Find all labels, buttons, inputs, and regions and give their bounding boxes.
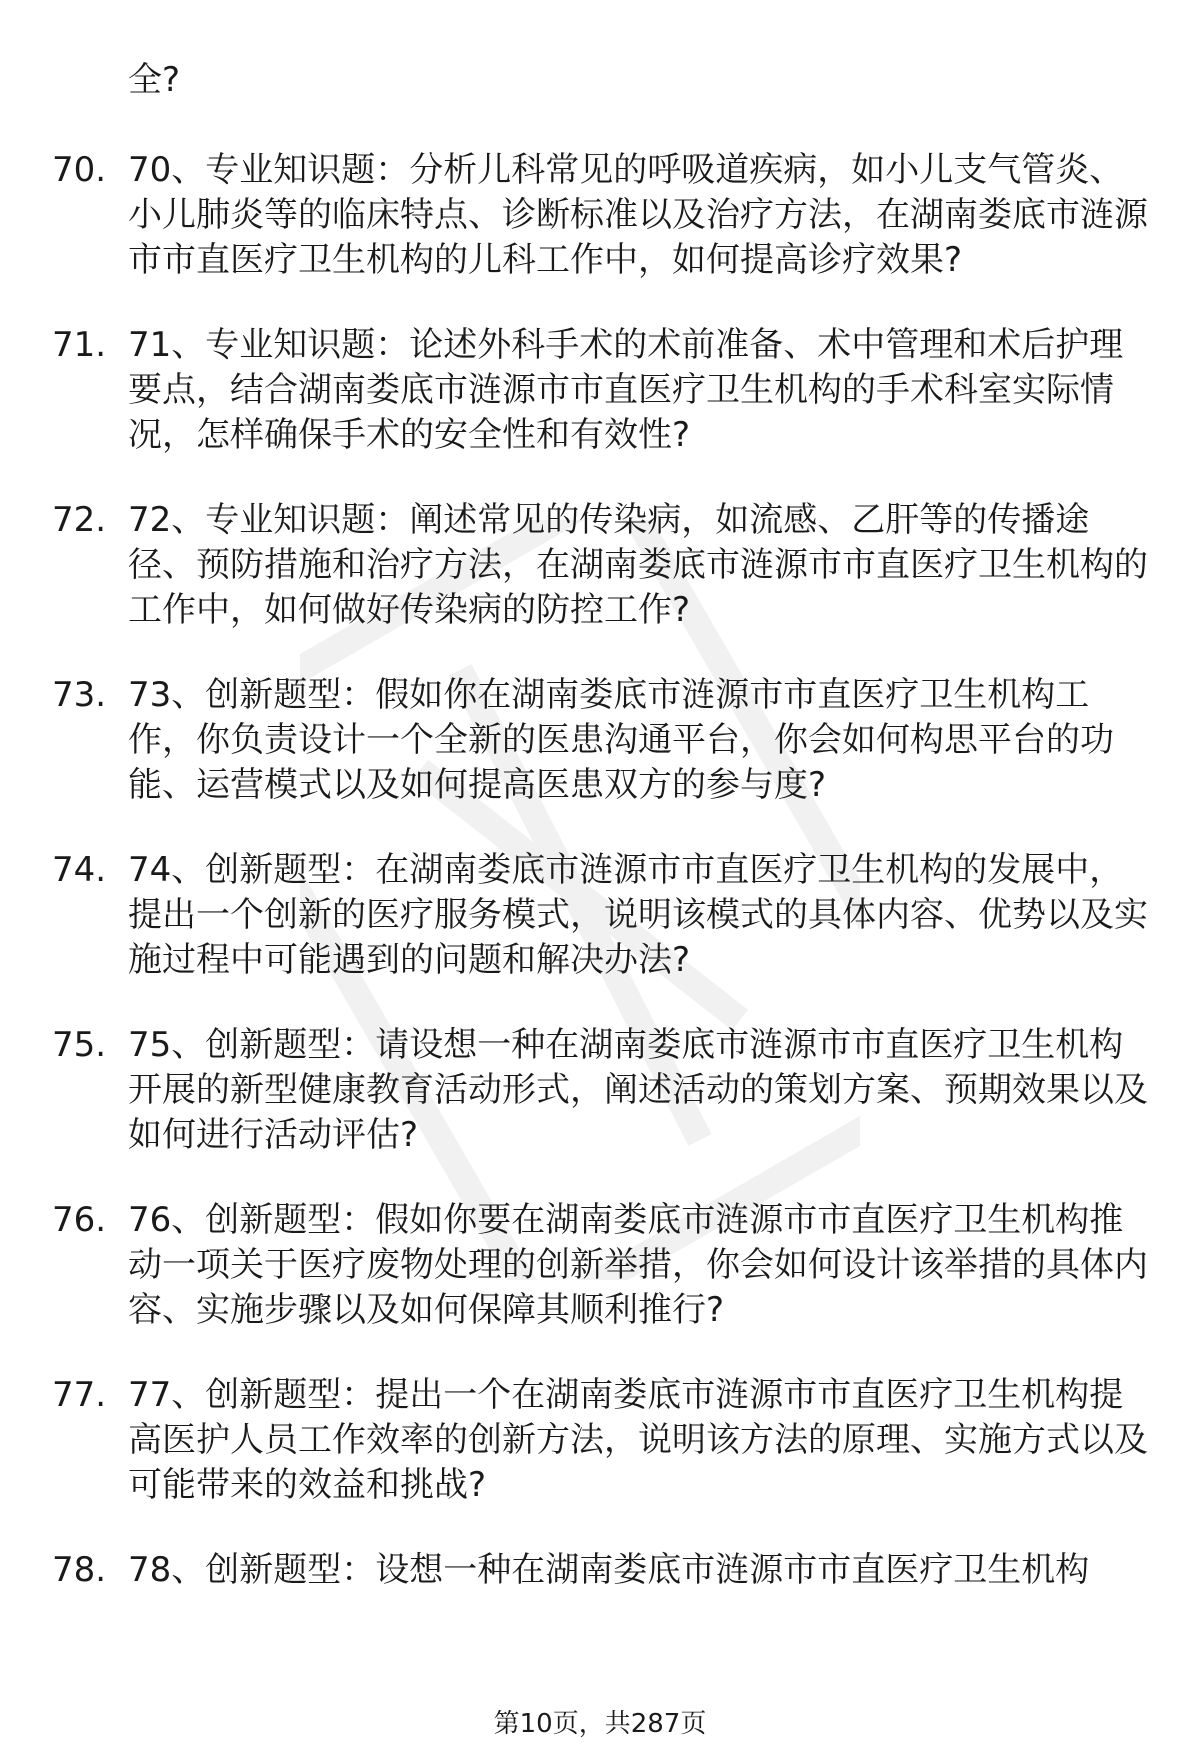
question-text: 70、专业知识题：分析儿科常见的呼吸道疾病，如小儿支气管炎、小儿肺炎等的临床特点、诊断标准以及治疗方法，在湖南娄底市涟源市市直医疗卫生机构的儿科工作中，如何提高诊疗效果? (128, 150, 1148, 280)
list-item (0, 1373, 1148, 1508)
question-text: 77、创新题型：提出一个在湖南娄底市涟源市市直医疗卫生机构提高医护人员工作效率的创新方法，说明该方法的原理、实施方式以及可能带来的效益和挑战? (128, 1375, 1148, 1505)
list-item (0, 1548, 1148, 1593)
question-number: 72. (52, 500, 107, 540)
question-list (0, 148, 1200, 1593)
list-item (0, 1198, 1148, 1333)
question-number: 77. (52, 1375, 107, 1415)
question-number: 70. (52, 150, 107, 190)
list-item (0, 323, 1148, 458)
question-text: 72、专业知识题：阐述常见的传染病，如流感、乙肝等的传播途径、预防措施和治疗方法，在湖南娄底市涟源市市直医疗卫生机构的工作中，如何做好传染病的防控工作? (128, 500, 1148, 630)
question-text: 73、创新题型：假如你在湖南娄底市涟源市市直医疗卫生机构工作，你负责设计一个全新的医患沟通平台，你会如何构思平台的功能、运营模式以及如何提高医患双方的参与度? (128, 675, 1114, 805)
question-number: 78. (52, 1550, 107, 1590)
question-text: 76、创新题型：假如你要在湖南娄底市涟源市市直医疗卫生机构推动一项关于医疗废物处理的创新举措，你会如何设计该举措的具体内容、实施步骤以及如何保障其顺利推行? (128, 1200, 1148, 1330)
list-item (0, 148, 1148, 283)
list-item (0, 673, 1148, 808)
question-text: 74、创新题型：在湖南娄底市涟源市市直医疗卫生机构的发展中，提出一个创新的医疗服务模式，说明该模式的具体内容、优势以及实施过程中可能遇到的问题和解决办法? (128, 850, 1148, 980)
question-number: 71. (52, 325, 107, 365)
question-text: 71、专业知识题：论述外科手术的术前准备、术中管理和术后护理要点，结合湖南娄底市涟源市市直医疗卫生机构的手术科室实际情况，怎样确保手术的安全性和有效性? (128, 325, 1124, 455)
list-item (0, 848, 1148, 983)
continuation-text: 全? (128, 60, 181, 100)
question-number: 76. (52, 1200, 107, 1240)
question-number: 74. (52, 850, 107, 890)
question-text: 78、创新题型：设想一种在湖南娄底市涟源市市直医疗卫生机构 (128, 1550, 1090, 1590)
list-item (0, 498, 1148, 633)
question-number: 75. (52, 1025, 107, 1065)
list-item (0, 1023, 1148, 1158)
page-footer: 第10页，共287页 (493, 1709, 707, 1739)
question-number: 73. (52, 675, 107, 715)
question-text: 75、创新题型：请设想一种在湖南娄底市涟源市市直医疗卫生机构开展的新型健康教育活动形式，阐述活动的策划方案、预期效果以及如何进行活动评估? (128, 1025, 1148, 1155)
